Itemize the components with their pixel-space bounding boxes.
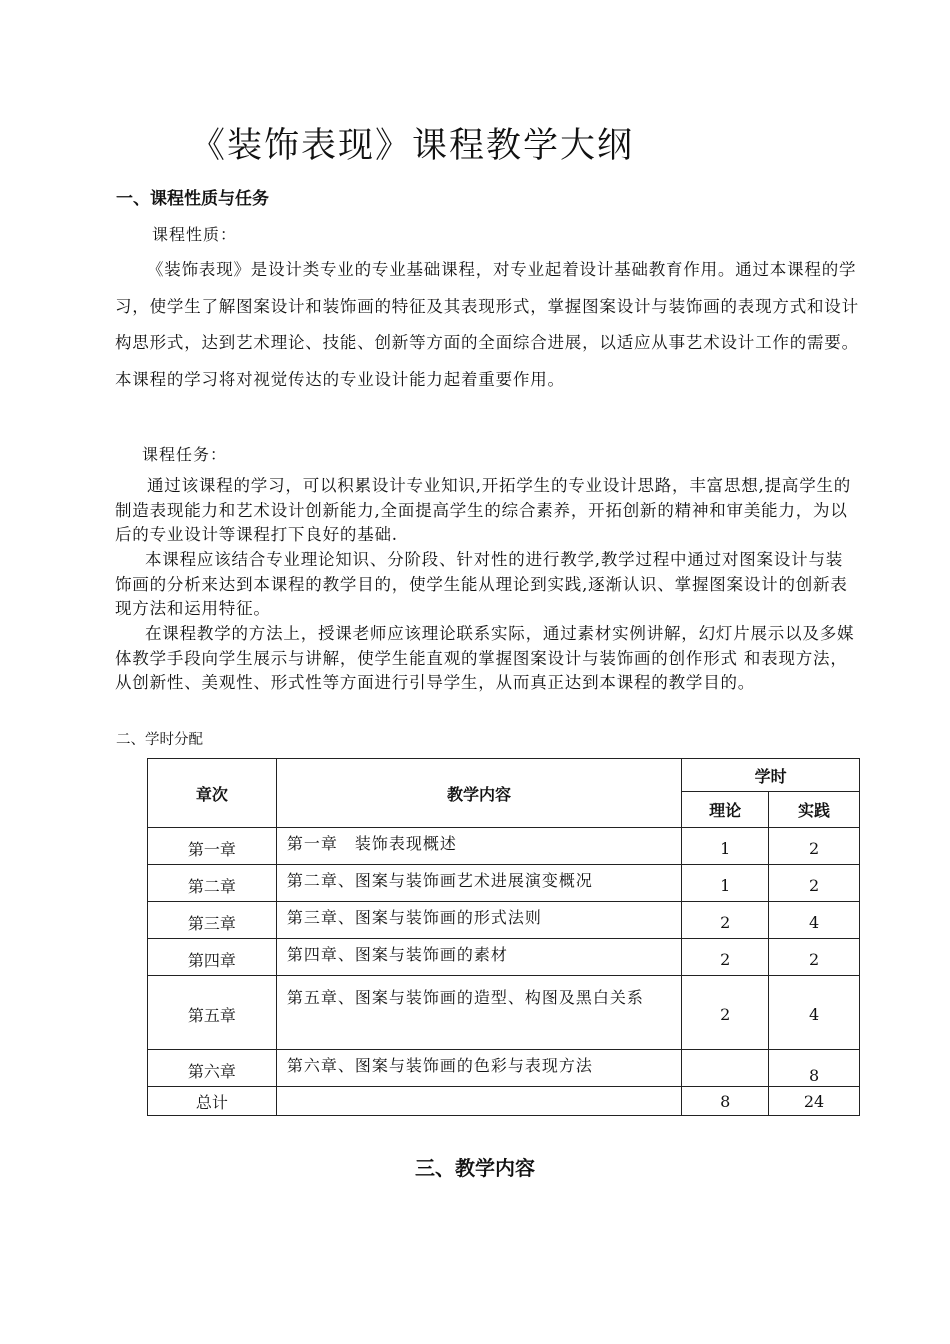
- practice-cell: 2: [769, 865, 860, 902]
- task-label: 课程任务：: [142, 445, 228, 464]
- theory-cell: 2: [682, 939, 769, 976]
- nature-paragraph: [115, 252, 860, 398]
- content-cell: 第六章、图案与装饰画的色彩与表现方法: [276, 1050, 681, 1087]
- table-row: [148, 1050, 860, 1087]
- total-practice-cell: 24: [769, 1087, 860, 1116]
- nature-text: 《装饰表现》是设计类专业的专业基础课程，对专业起着设计基础教育作用。通过本课程的学习，使学生了解图案设计和装饰画的特征及其表现形式，掌握图案设计与装饰画的表现方式和设计构思形式，达到艺术理论、技能、创新等方面的全面综合进展，以适应从事艺术设计工作的需要。本课程的学习将对视觉传达的专业设计能力起着重要作用。: [115, 260, 859, 389]
- task-text-2: 本课程应该结合专业理论知识、分阶段、针对性的进行教学,教学过程中通过对图案设计与装饰画的分析来达到本课程的教学目的，使学生能从理论到实践,逐渐认识、掌握图案设计的创新表现方法和运用特征。: [115, 550, 848, 618]
- chapter-cell: 第二章: [148, 865, 277, 902]
- section-heading-hours: 二、学时分配: [116, 732, 203, 748]
- task-text-3: 在课程教学的方法上，授课老师应该理论联系实际，通过素材实例讲解，幻灯片展示以及多媒体教学手段向学生展示与讲解，使学生能直观的掌握图案设计与装饰画的创作形式 和表现方法，从创新性、美观性、形式性等方面进行引导学生，从而真正达到本课程的教学目的。: [115, 624, 855, 692]
- content-cell: 第二章、图案与装饰画艺术进展演变概况: [276, 865, 681, 902]
- total-theory-cell: 8: [682, 1087, 769, 1116]
- theory-cell: 1: [682, 865, 769, 902]
- table-row: [148, 828, 860, 865]
- header-hours: 学时: [682, 759, 860, 792]
- practice-cell: 4: [769, 902, 860, 939]
- theory-cell: [682, 1050, 769, 1087]
- section-heading-teaching-content: 三、教学内容: [415, 1156, 535, 1180]
- chapter-cell: 第四章: [148, 939, 277, 976]
- nature-label: 课程性质：: [152, 225, 238, 244]
- section-heading-course-nature: 一、课程性质与任务: [116, 189, 269, 209]
- task-paragraph-1: [115, 474, 860, 548]
- theory-cell: 2: [682, 976, 769, 1050]
- page-title: 《装饰表现》课程教学大纲: [190, 126, 635, 166]
- chapter-cell: 第五章: [148, 976, 277, 1050]
- content-cell: 第一章 装饰表现概述: [276, 828, 681, 865]
- header-chapter: 章次: [148, 759, 277, 828]
- header-theory: 理论: [682, 792, 769, 828]
- task-paragraph-2: [115, 548, 860, 622]
- table-row: [148, 976, 860, 1050]
- content-cell: 第五章、图案与装饰画的造型、构图及黑白关系: [276, 976, 681, 1050]
- table-row: [148, 865, 860, 902]
- practice-cell: 8: [769, 1050, 860, 1087]
- chapter-cell: 第六章: [148, 1050, 277, 1087]
- task-paragraph-3: [115, 622, 860, 696]
- chapter-cell: 第一章: [148, 828, 277, 865]
- theory-cell: 1: [682, 828, 769, 865]
- practice-cell: 2: [769, 939, 860, 976]
- table-row: [148, 939, 860, 976]
- chapter-cell: 第三章: [148, 902, 277, 939]
- hours-table: [147, 758, 860, 1116]
- practice-cell: 2: [769, 828, 860, 865]
- theory-cell: 2: [682, 902, 769, 939]
- table-row-total: [148, 1087, 860, 1116]
- total-label-cell: 总计: [148, 1087, 277, 1116]
- table-row: [148, 902, 860, 939]
- content-cell: 第三章、图案与装饰画的形式法则: [276, 902, 681, 939]
- header-practice: 实践: [769, 792, 860, 828]
- task-text-1: 通过该课程的学习，可以积累设计专业知识,开拓学生的专业设计思路，丰富思想,提高学生的制造表现能力和艺术设计创新能力,全面提高学生的综合素养，开拓创新的精神和审美能力，为以后的专业设计等课程打下良好的基础.: [115, 476, 852, 544]
- total-content-cell: [276, 1087, 681, 1116]
- practice-cell: 4: [769, 976, 860, 1050]
- header-content: 教学内容: [276, 759, 681, 828]
- content-cell: 第四章、图案与装饰画的素材: [276, 939, 681, 976]
